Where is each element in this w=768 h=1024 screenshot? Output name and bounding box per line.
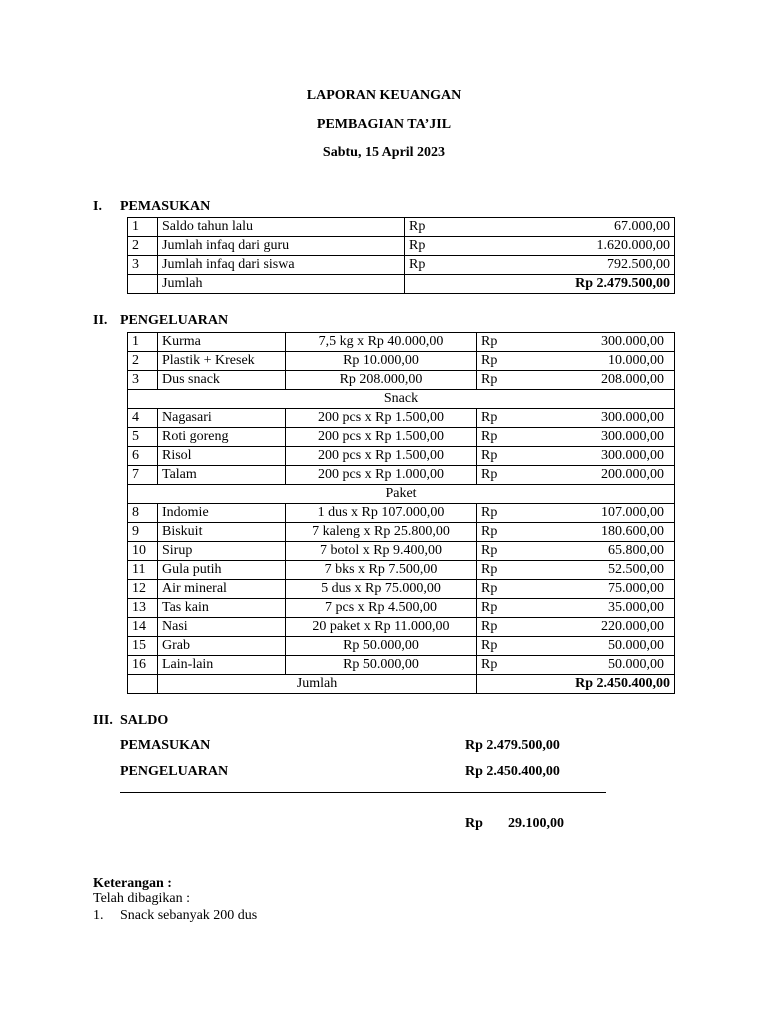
- currency-label: Rp: [481, 638, 498, 653]
- row-amount: [477, 352, 675, 371]
- row-number: 3: [128, 256, 158, 275]
- row-number: 6: [128, 447, 158, 466]
- table-row: [128, 447, 675, 466]
- table-row: [128, 637, 675, 656]
- table-row: [128, 256, 675, 275]
- amount-value: 220.000,00: [601, 619, 664, 634]
- pemasukan-table: [127, 217, 675, 294]
- currency-label: Rp: [481, 334, 498, 349]
- row-amount: [477, 409, 675, 428]
- report-subtitle: PEMBAGIAN TA’JIL: [316, 117, 452, 132]
- table-row: [128, 466, 675, 485]
- row-amount: [477, 428, 675, 447]
- group-header-snack: [128, 390, 675, 409]
- row-description: Tas kain: [158, 599, 286, 618]
- row-number: 8: [128, 504, 158, 523]
- row-amount: [477, 656, 675, 675]
- group-header-paket-label: Paket: [128, 485, 675, 504]
- total-row: [128, 275, 675, 294]
- saldo-result-rp: Rp: [465, 816, 483, 831]
- total-row: [128, 675, 675, 694]
- currency-label: Rp: [481, 353, 498, 368]
- saldo-pengeluaran-label: PENGELUARAN: [120, 764, 229, 779]
- keterangan-item-text: Snack sebanyak 200 dus: [120, 908, 258, 923]
- row-number: 1: [128, 333, 158, 352]
- currency-label: Rp: [481, 619, 498, 634]
- row-description: Plastik + Kresek: [158, 352, 286, 371]
- table-row: [128, 352, 675, 371]
- row-calculation: 200 pcs x Rp 1.500,00: [286, 447, 477, 466]
- currency-label: Rp: [409, 257, 426, 272]
- table-row: [128, 504, 675, 523]
- row-number: 7: [128, 466, 158, 485]
- row-number: 10: [128, 542, 158, 561]
- pengeluaran-table: [127, 332, 675, 694]
- row-calculation: 200 pcs x Rp 1.500,00: [286, 409, 477, 428]
- amount-value: 107.000,00: [601, 505, 664, 520]
- row-calculation: 7 kaleng x Rp 25.800,00: [286, 523, 477, 542]
- saldo-pemasukan-label: PEMASUKAN: [120, 738, 211, 753]
- amount-value: 10.000,00: [608, 353, 664, 368]
- empty-cell: [128, 675, 158, 694]
- amount-value: 35.000,00: [608, 600, 664, 615]
- amount-value: 75.000,00: [608, 581, 664, 596]
- row-description: Jumlah infaq dari guru: [158, 237, 405, 256]
- table-row: [128, 542, 675, 561]
- amount-value: 792.500,00: [607, 257, 670, 272]
- row-number: 4: [128, 409, 158, 428]
- table-row: [128, 371, 675, 390]
- row-amount: [477, 333, 675, 352]
- row-number: 2: [128, 237, 158, 256]
- currency-label: Rp: [481, 543, 498, 558]
- table-row: [128, 333, 675, 352]
- table-row: [128, 656, 675, 675]
- row-description: Lain-lain: [158, 656, 286, 675]
- row-description: Jumlah infaq dari siswa: [158, 256, 405, 275]
- amount-value: 52.500,00: [608, 562, 664, 577]
- section-roman-3: III.: [93, 713, 113, 728]
- amount-value: 65.800,00: [608, 543, 664, 558]
- total-value: Rp 2.450.400,00: [477, 675, 675, 694]
- row-calculation: 7 botol x Rp 9.400,00: [286, 542, 477, 561]
- amount-value: 1.620.000,00: [596, 238, 670, 253]
- currency-label: Rp: [481, 562, 498, 577]
- row-amount: [477, 599, 675, 618]
- currency-label: Rp: [481, 448, 498, 463]
- group-header-snack-label: Snack: [128, 390, 675, 409]
- row-amount: [477, 371, 675, 390]
- currency-label: Rp: [481, 524, 498, 539]
- row-description: Saldo tahun lalu: [158, 218, 405, 237]
- currency-label: Rp: [481, 429, 498, 444]
- row-calculation: 200 pcs x Rp 1.500,00: [286, 428, 477, 447]
- row-description: Kurma: [158, 333, 286, 352]
- row-description: Risol: [158, 447, 286, 466]
- row-number: 14: [128, 618, 158, 637]
- row-amount: [477, 523, 675, 542]
- row-number: 9: [128, 523, 158, 542]
- saldo-pemasukan-value: Rp 2.479.500,00: [465, 738, 560, 753]
- currency-label: Rp: [481, 581, 498, 596]
- amount-value: 300.000,00: [601, 448, 664, 463]
- amount-value: 300.000,00: [601, 410, 664, 425]
- row-amount: [405, 256, 675, 275]
- row-calculation: 1 dus x Rp 107.000,00: [286, 504, 477, 523]
- currency-label: Rp: [409, 238, 426, 253]
- table-row: [128, 237, 675, 256]
- currency-label: Rp: [481, 467, 498, 482]
- amount-value: 50.000,00: [608, 657, 664, 672]
- keterangan-item-number: 1.: [93, 908, 104, 923]
- total-value: Rp 2.479.500,00: [405, 275, 675, 294]
- amount-value: 200.000,00: [601, 467, 664, 482]
- section-title-pemasukan: PEMASUKAN: [120, 199, 211, 214]
- row-number: 3: [128, 371, 158, 390]
- row-description: Nasi: [158, 618, 286, 637]
- row-description: Gula putih: [158, 561, 286, 580]
- row-number: 13: [128, 599, 158, 618]
- row-calculation: Rp 208.000,00: [286, 371, 477, 390]
- row-amount: [405, 237, 675, 256]
- row-amount: [477, 466, 675, 485]
- table-row: [128, 409, 675, 428]
- keterangan-title: Keterangan :: [93, 876, 172, 891]
- row-description: Roti goreng: [158, 428, 286, 447]
- section-title-saldo: SALDO: [120, 713, 169, 728]
- currency-label: Rp: [481, 600, 498, 615]
- table-row: [128, 561, 675, 580]
- empty-cell: [128, 275, 158, 294]
- row-amount: [477, 637, 675, 656]
- row-amount: [477, 580, 675, 599]
- row-description: Biskuit: [158, 523, 286, 542]
- row-description: Air mineral: [158, 580, 286, 599]
- row-amount: [477, 447, 675, 466]
- saldo-divider: [120, 792, 606, 793]
- row-calculation: Rp 50.000,00: [286, 637, 477, 656]
- row-calculation: 20 paket x Rp 11.000,00: [286, 618, 477, 637]
- row-description: Indomie: [158, 504, 286, 523]
- currency-label: Rp: [481, 657, 498, 672]
- currency-label: Rp: [481, 505, 498, 520]
- total-label: Jumlah: [158, 675, 477, 694]
- row-description: Talam: [158, 466, 286, 485]
- row-number: 11: [128, 561, 158, 580]
- table-row: [128, 599, 675, 618]
- row-calculation: 7 bks x Rp 7.500,00: [286, 561, 477, 580]
- amount-value: 180.600,00: [601, 524, 664, 539]
- row-calculation: Rp 10.000,00: [286, 352, 477, 371]
- table-row: [128, 218, 675, 237]
- row-description: Dus snack: [158, 371, 286, 390]
- saldo-result-value: 29.100,00: [508, 816, 564, 831]
- row-description: Grab: [158, 637, 286, 656]
- section-title-pengeluaran: PENGELUARAN: [120, 313, 229, 328]
- section-roman-1: I.: [93, 199, 102, 214]
- total-label: Jumlah: [158, 275, 405, 294]
- table-row: [128, 580, 675, 599]
- amount-value: 50.000,00: [608, 638, 664, 653]
- group-header-paket: [128, 485, 675, 504]
- row-number: 15: [128, 637, 158, 656]
- row-amount: [477, 542, 675, 561]
- amount-value: 300.000,00: [601, 334, 664, 349]
- saldo-pengeluaran-value: Rp 2.450.400,00: [465, 764, 560, 779]
- row-calculation: 7 pcs x Rp 4.500,00: [286, 599, 477, 618]
- currency-label: Rp: [409, 219, 426, 234]
- row-number: 5: [128, 428, 158, 447]
- row-calculation: Rp 50.000,00: [286, 656, 477, 675]
- row-calculation: 200 pcs x Rp 1.000,00: [286, 466, 477, 485]
- report-date: Sabtu, 15 April 2023: [322, 145, 446, 160]
- table-row: [128, 523, 675, 542]
- amount-value: 300.000,00: [601, 429, 664, 444]
- currency-label: Rp: [481, 372, 498, 387]
- row-calculation: 7,5 kg x Rp 40.000,00: [286, 333, 477, 352]
- row-description: Sirup: [158, 542, 286, 561]
- row-number: 1: [128, 218, 158, 237]
- table-row: [128, 618, 675, 637]
- amount-value: 208.000,00: [601, 372, 664, 387]
- row-number: 16: [128, 656, 158, 675]
- table-row: [128, 428, 675, 447]
- keterangan-line: Telah dibagikan :: [93, 891, 190, 906]
- currency-label: Rp: [481, 410, 498, 425]
- section-roman-2: II.: [93, 313, 108, 328]
- row-calculation: 5 dus x Rp 75.000,00: [286, 580, 477, 599]
- row-amount: [405, 218, 675, 237]
- row-amount: [477, 618, 675, 637]
- row-description: Nagasari: [158, 409, 286, 428]
- report-title: LAPORAN KEUANGAN: [306, 88, 462, 103]
- row-number: 12: [128, 580, 158, 599]
- row-amount: [477, 504, 675, 523]
- row-amount: [477, 561, 675, 580]
- amount-value: 67.000,00: [614, 219, 670, 234]
- row-number: 2: [128, 352, 158, 371]
